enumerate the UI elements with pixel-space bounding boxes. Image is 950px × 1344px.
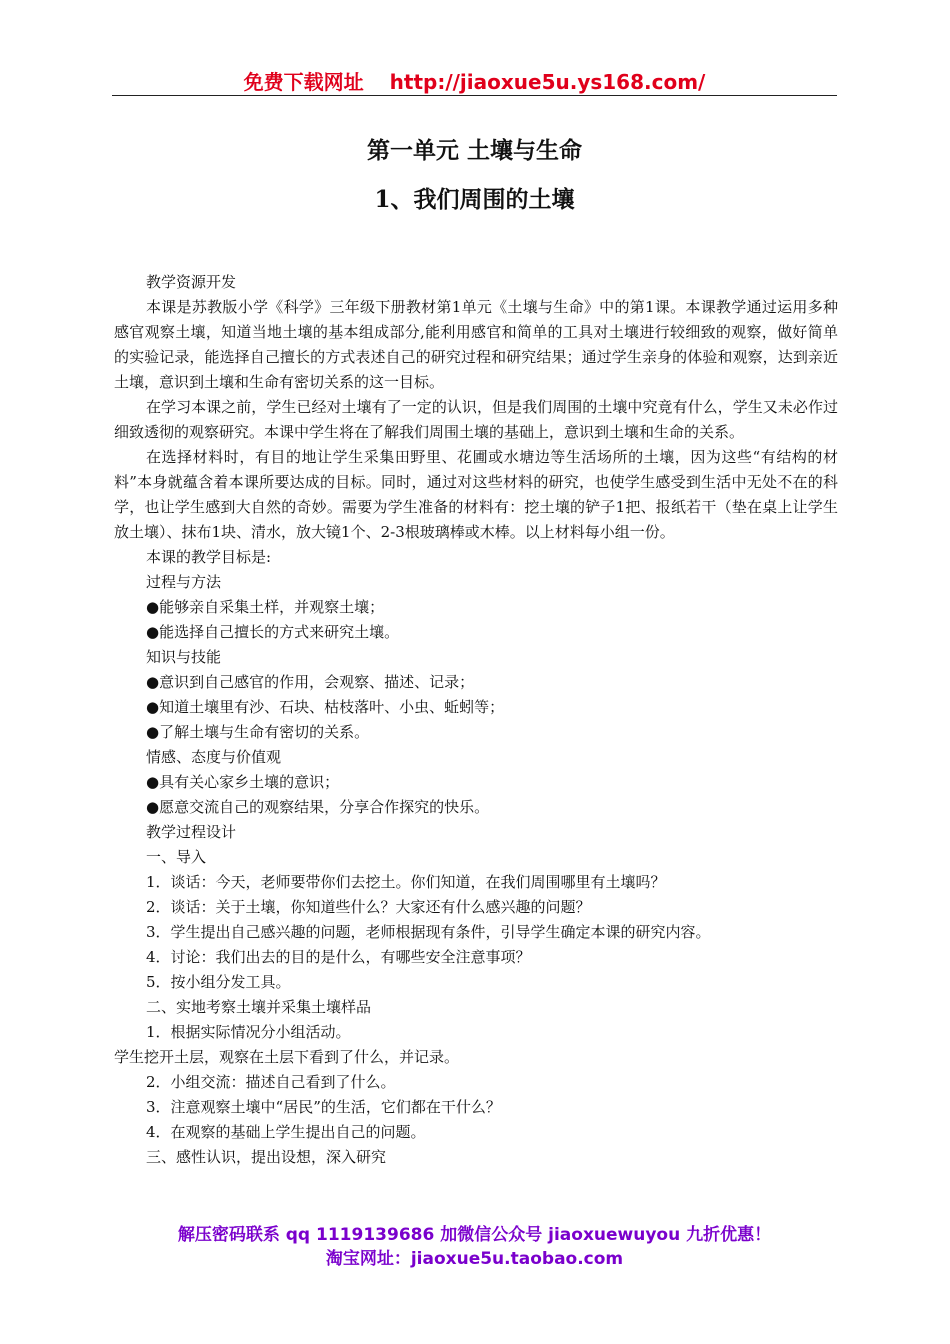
goals-intro: 本课的教学目标是: — [146, 548, 272, 566]
process-heading: 教学过程设计 — [146, 823, 237, 841]
section-heading: 一、导入 — [146, 848, 207, 866]
step-item: 3．注意观察土壤中“居民”的生活，它们都在干什么？ — [146, 1098, 501, 1116]
goal-item: ●意识到自己感官的作用，会观察、描述、记录； — [146, 673, 475, 691]
step-item: 5．按小组分发工具。 — [146, 973, 291, 991]
paragraph: 在学习本课之前，学生已经对土壤有了一定的认识，但是我们周围的土壤中究竟有什么，学生又未必作过细致透彻的观察研究。本课中学生将在了解我们周围土壤的基础上，意识到土壤和生命的关系。 — [114, 398, 838, 441]
lesson-title: 1、我们周围的土壤 — [374, 186, 575, 213]
goal-item: ●知道土壤里有沙、石块、枯枝落叶、小虫、蚯蚓等； — [146, 698, 505, 716]
step-item: 4．讨论：我们出去的目的是什么，有哪些安全注意事项？ — [146, 948, 531, 966]
download-url-link[interactable]: http://jiaoxue5u.ys168.com/ — [389, 70, 706, 94]
goal-item: ●愿意交流自己的观察结果，分享合作探究的快乐。 — [146, 798, 490, 816]
download-header — [112, 66, 837, 94]
goal-heading: 知识与技能 — [146, 648, 222, 666]
header-divider — [112, 95, 837, 96]
section-heading: 三、感性认识，提出设想，深入研究 — [146, 1148, 387, 1166]
footer-taobao-link[interactable]: 淘宝网址：jiaoxue5u.taobao.com — [325, 1249, 624, 1269]
goal-item: ●能够亲自采集土样，并观察土壤； — [146, 598, 385, 616]
step-item: 2．谈话：关于土壤，你知道些什么？大家还有什么感兴趣的问题？ — [146, 898, 591, 916]
step-item: 3．学生提出自己感兴趣的问题，老师根据现有条件，引导学生确定本课的研究内容。 — [146, 923, 711, 941]
step-item: 学生挖开土层，观察在土层下看到了什么，并记录。 — [114, 1048, 460, 1066]
goal-item: ●能选择自己擅长的方式来研究土壤。 — [146, 623, 400, 641]
resource-heading: 教学资源开发 — [146, 273, 237, 291]
step-item: 1．根据实际情况分小组活动。 — [146, 1023, 351, 1041]
goal-heading: 情感、态度与价值观 — [146, 748, 282, 766]
step-item: 1．谈话：今天，老师要带你们去挖土。你们知道，在我们周围哪里有土壤吗？ — [146, 873, 666, 891]
goal-item: ●具有关心家乡土壤的意识； — [146, 773, 340, 791]
paragraph: 本课是苏教版小学《科学》三年级下册教材第1单元《土壤与生命》中的第1课。本课教学通过运用多种感官观察土壤，知道当地土壤的基本组成部分,能利用感官和简单的工具对土壤进行较细致的观察，做好简单的实验记录，能选择自己擅长的方式表述自己的研究过程和研究结果；通过学生亲身的体验和观察，达到亲近土壤，意识到土壤和生命有密切关系的这一目标。 — [114, 298, 838, 391]
unit-title: 第一单元 土壤与生命 — [366, 137, 582, 164]
section-heading: 二、实地考察土壤并采集土壤样品 — [146, 998, 372, 1016]
goal-item: ●了解土壤与生命有密切的关系。 — [146, 723, 370, 741]
download-label: 免费下载网址 — [243, 70, 364, 94]
goal-heading: 过程与方法 — [146, 573, 222, 591]
footer-contact: 解压密码联系 qq 1119139686 加微信公众号 jiaoxuewuyou 九折优惠！ — [177, 1225, 772, 1245]
document-body — [114, 270, 838, 1170]
step-item: 2．小组交流：描述自己看到了什么。 — [146, 1073, 396, 1091]
step-item: 4．在观察的基础上学生提出自己的问题。 — [146, 1123, 426, 1141]
paragraph: 在选择材料时，有目的地让学生采集田野里、花圃或水塘边等生活场所的土壤，因为这些“有结构的材料”本身就蕴含着本课所要达成的目标。同时，通过对这些材料的研究，也使学生感受到生活中无处不在的科学，也让学生感到大自然的奇妙。需要为学生准备的材料有：挖土壤的铲子1把、报纸若干（垫在桌上让学生放土壤）、抹布1块、清水，放大镜1个、2-3根玻璃棒或木棒。以上材料每小组一份。 — [114, 448, 838, 541]
